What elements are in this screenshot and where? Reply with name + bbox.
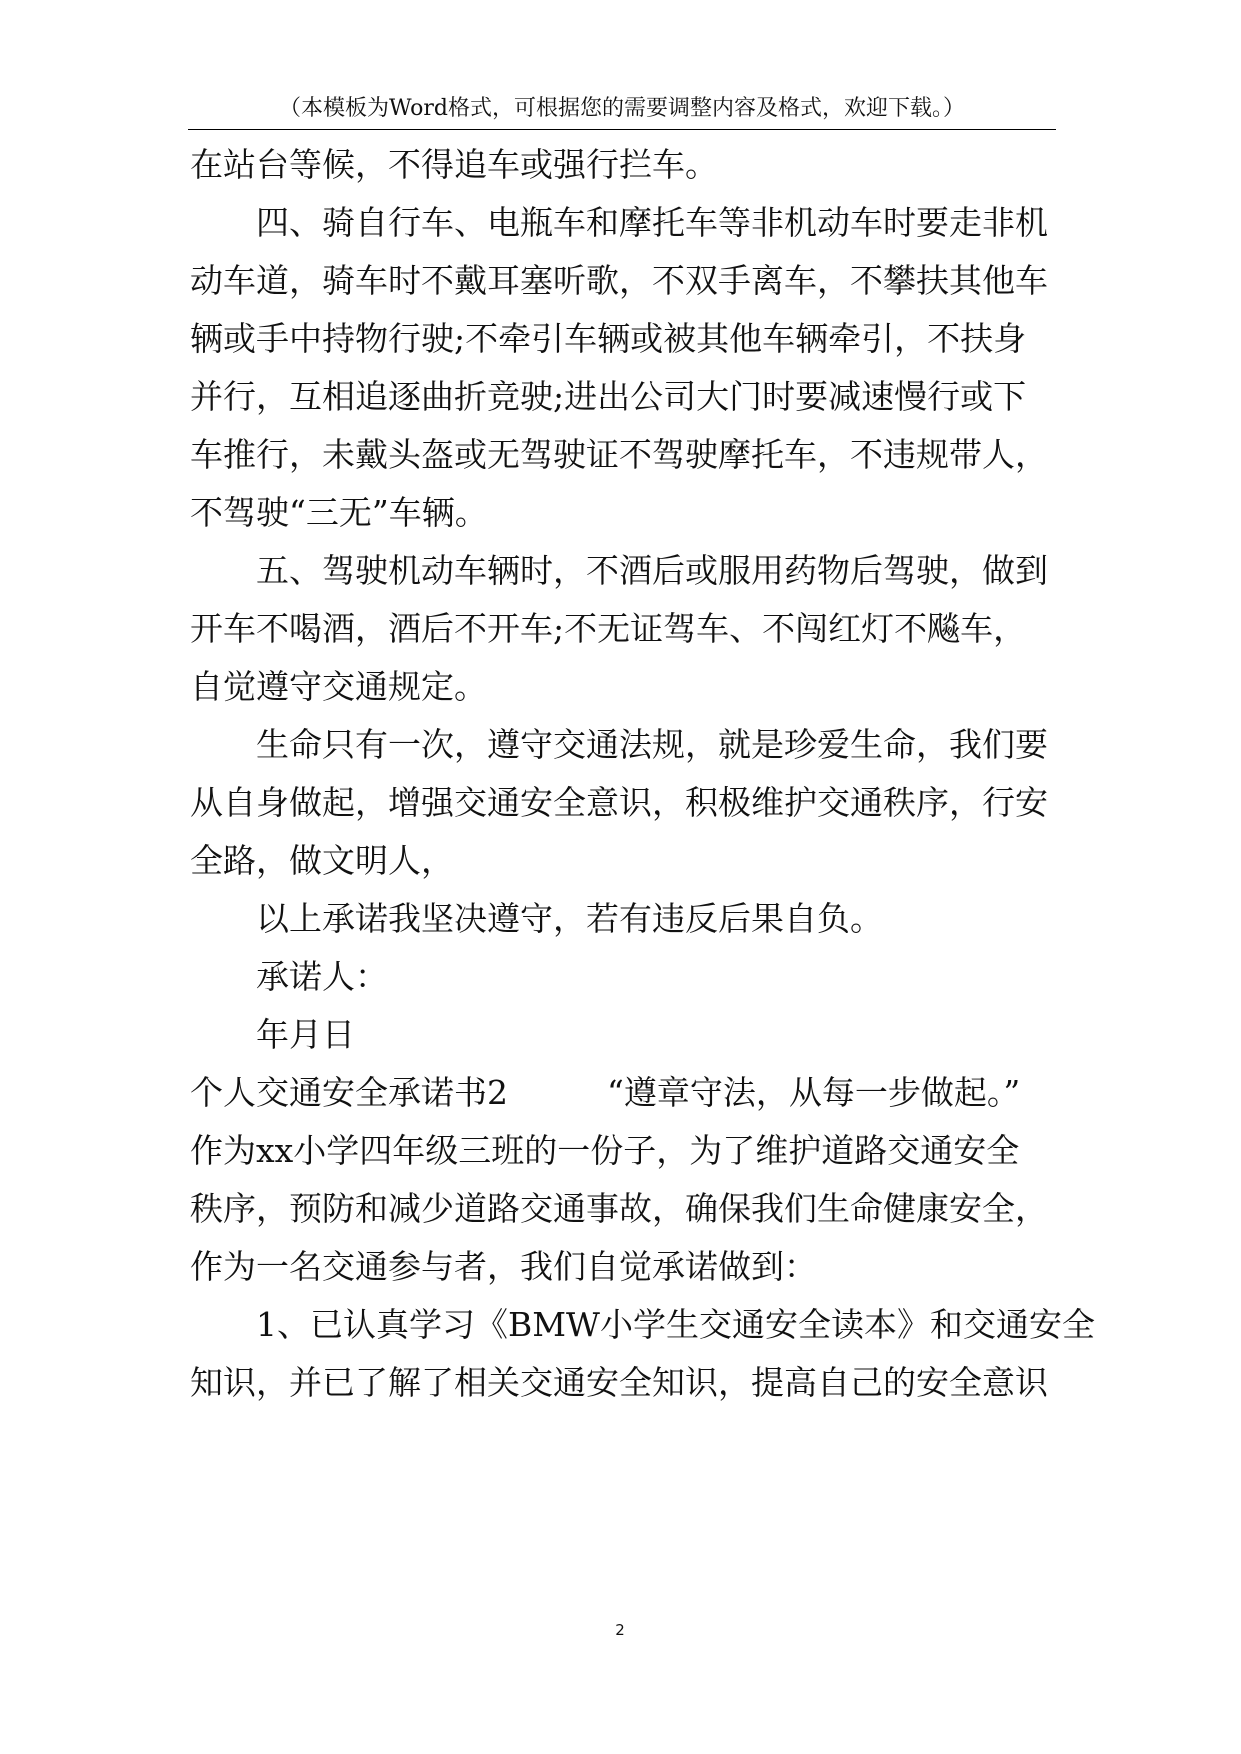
body-line-6: 车推行，未戴头盔或无驾驶证不驾驶摩托车，不违规带人， (190, 435, 1048, 474)
body-line-3: 动车道，骑车时不戴耳塞听歌，不双手离车，不攀扶其他车 (190, 261, 1048, 300)
body-line-22: 知识，并已了解了相关交通安全知识，提高自己的安全意识 (190, 1363, 1048, 1402)
header-divider (188, 129, 1056, 130)
body-line-8: 五、驾驶机动车辆时，不酒后或服用药物后驾驶，做到 (256, 551, 1048, 590)
body-line-5: 并行，互相追逐曲折竞驶;进出公司大门时要减速慢行或下 (190, 377, 1027, 416)
body-line-7: 不驾驶“三无”车辆。 (190, 493, 488, 532)
body-line-16: 年月日 (256, 1015, 355, 1054)
body-line-20: 作为一名交通参与者，我们自觉承诺做到： (190, 1247, 817, 1286)
body-line-1: 在站台等候，不得追车或强行拦车。 (190, 145, 718, 184)
body-line-15: 承诺人： (256, 957, 388, 996)
page-number: 2 (615, 1621, 625, 1639)
body-line-17: 个人交通安全承诺书2 “遵章守法，从每一步做起。” (190, 1073, 1021, 1112)
body-line-9: 开车不喝酒，酒后不开车;不无证驾车、不闯红灯不飚车， (190, 609, 1027, 648)
body-line-12: 从自身做起，增强交通安全意识，积极维护交通秩序，行安 (190, 783, 1048, 822)
body-line-21: 1、已认真学习《BMW小学生交通安全读本》和交通安全 (256, 1305, 1095, 1344)
body-line-14: 以上承诺我坚决遵守，若有违反后果自负。 (256, 899, 883, 938)
body-line-4: 辆或手中持物行驶;不牵引车辆或被其他车辆牵引，不扶身 (190, 319, 1027, 358)
body-line-10: 自觉遵守交通规定。 (190, 667, 487, 706)
body-line-13: 全路，做文明人， (190, 841, 454, 880)
page-header-note: （本模板为Word格式，可根据您的需要调整内容及格式，欢迎下载。） (279, 96, 965, 121)
body-line-11: 生命只有一次，遵守交通法规，就是珍爱生命，我们要 (256, 725, 1048, 764)
body-line-18: 作为xx小学四年级三班的一份子，为了维护道路交通安全 (190, 1131, 1020, 1170)
body-line-19: 秩序，预防和减少道路交通事故，确保我们生命健康安全， (190, 1189, 1048, 1228)
body-line-2: 四、骑自行车、电瓶车和摩托车等非机动车时要走非机 (256, 203, 1048, 242)
